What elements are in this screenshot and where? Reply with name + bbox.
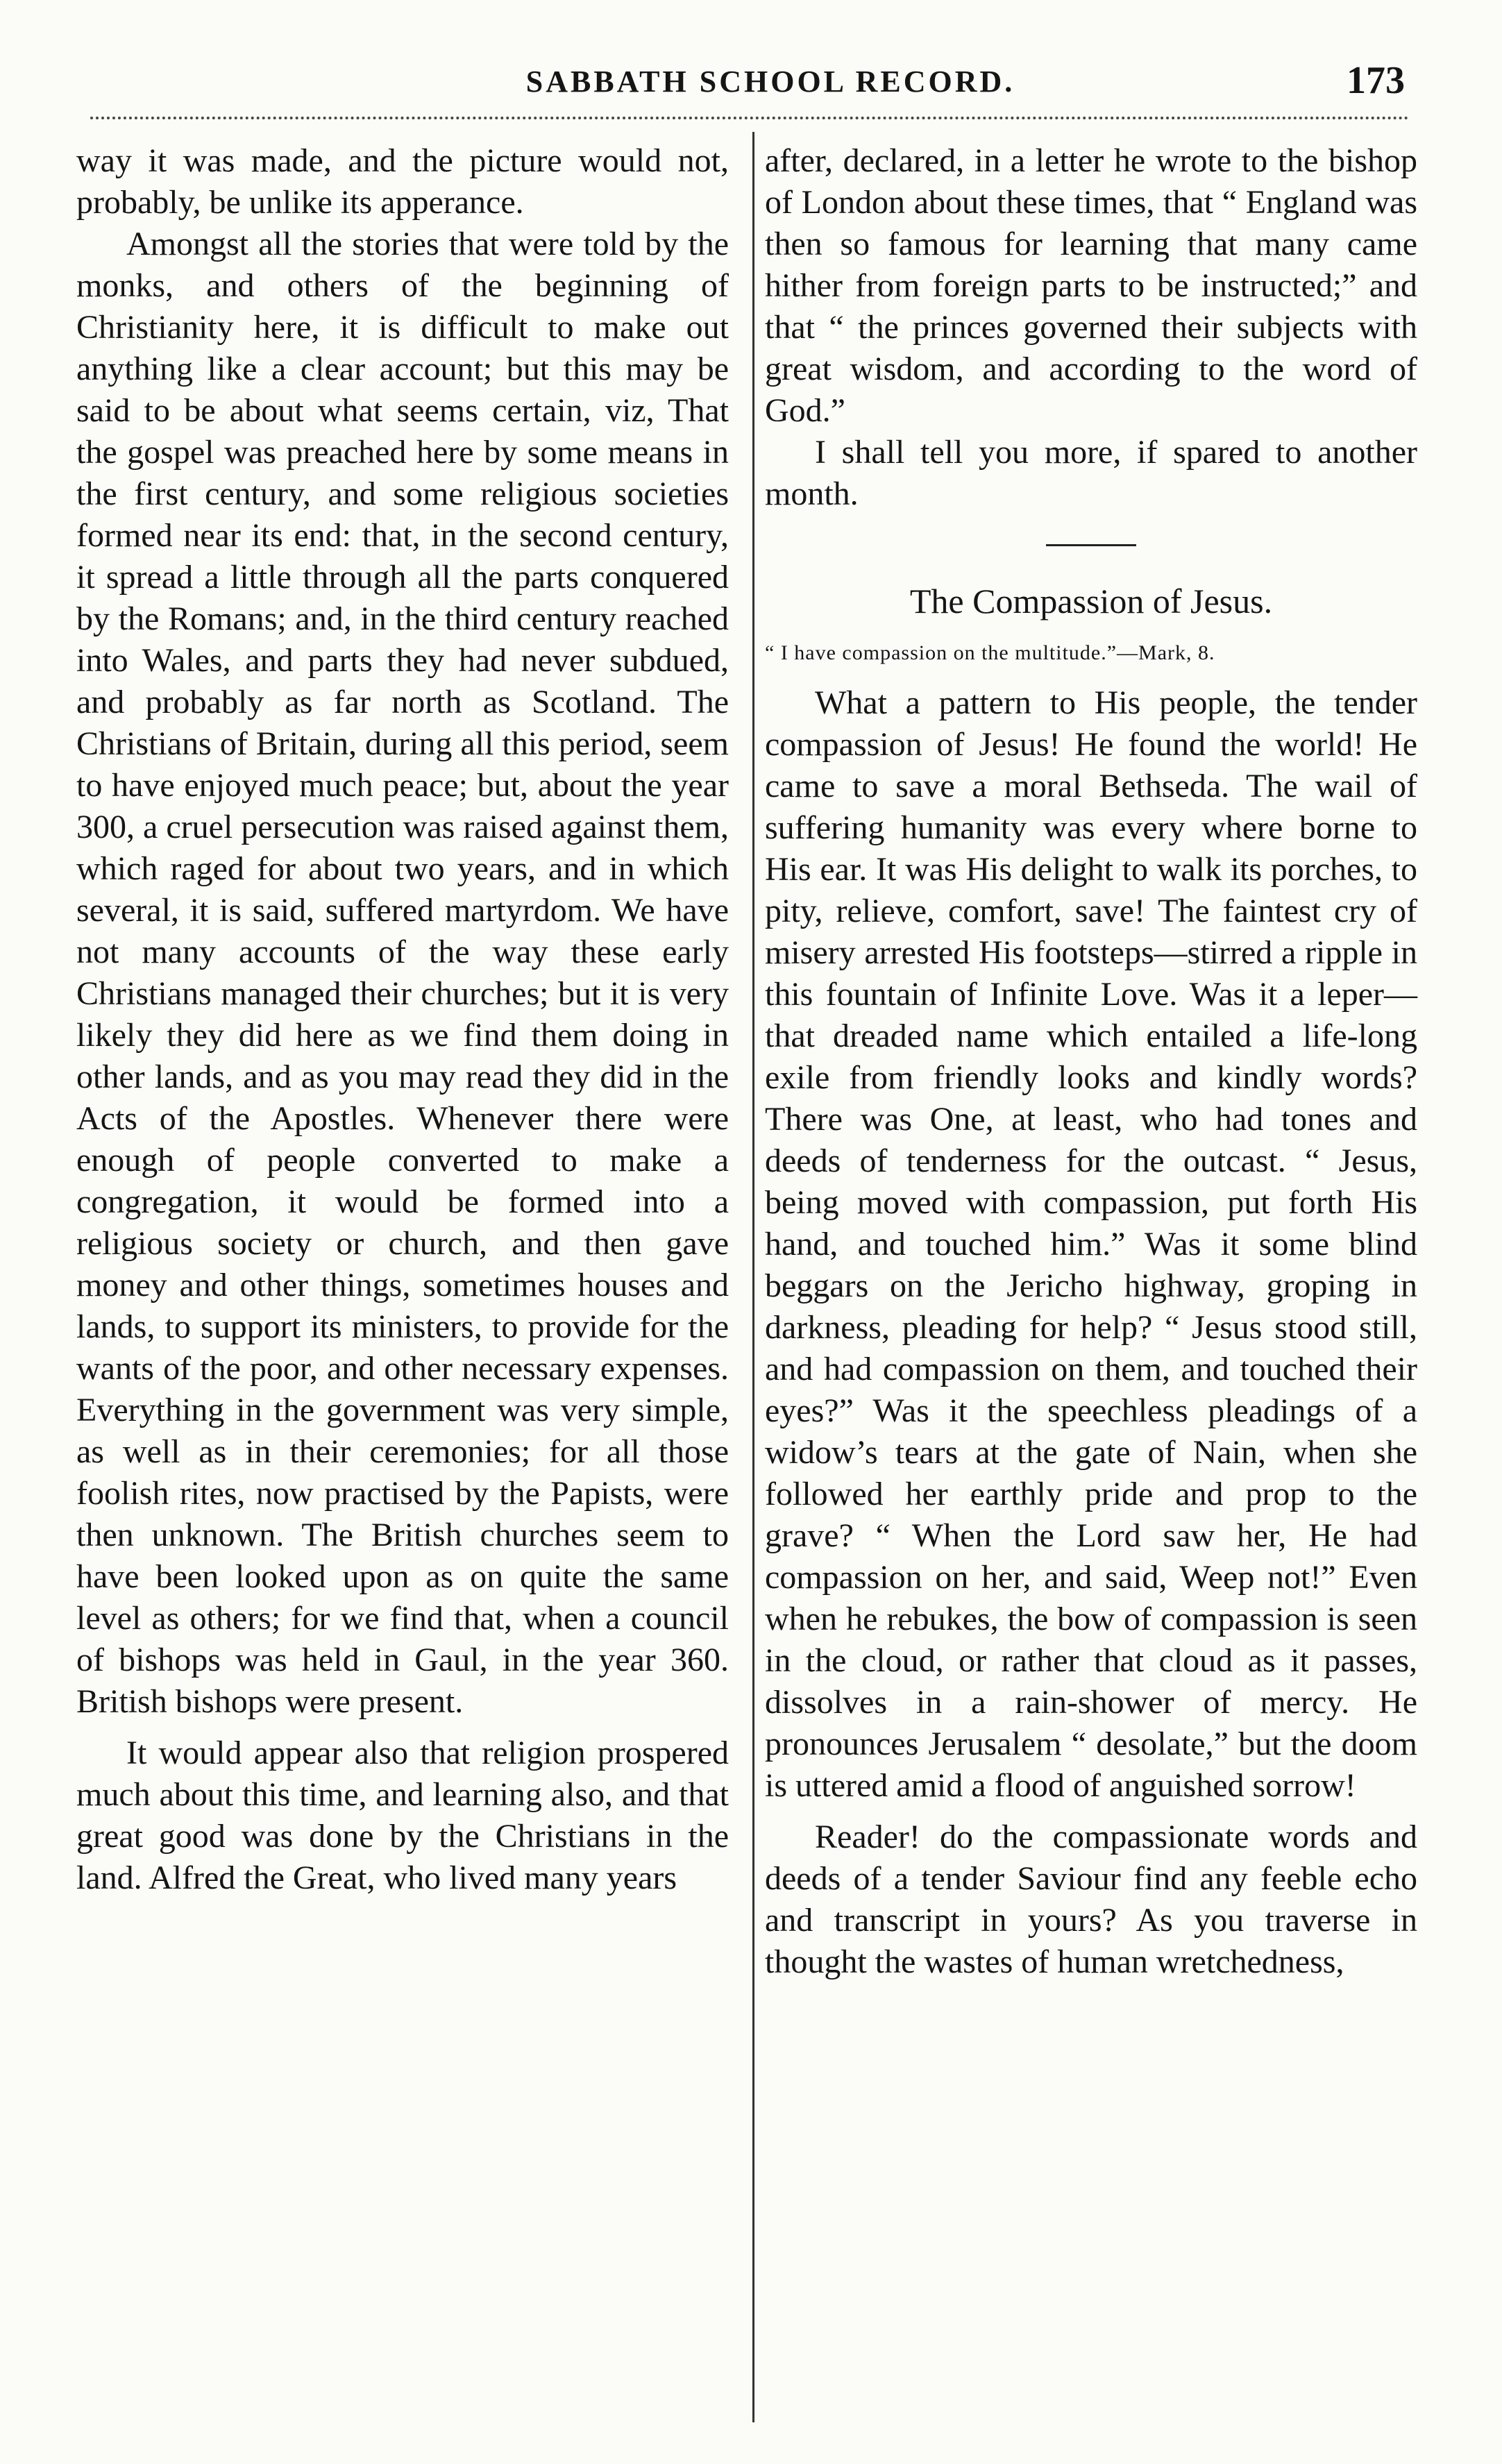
paragraph-reader: Reader! do the compassionate words and deeds of a tender Saviour find any feeble echo and transcript in yours? As you traverse in thought the wastes of human wretchedness, [765,1819,1417,1980]
running-title: SABBATH SCHOOL RECORD. [525,65,1015,99]
left-column [76,140,729,2431]
paragraph-christianity-in-britain: Amongst all the stories that were told by the monks, and others of the beginning of Christianity here, it is difficult to make out anything like a clear account; but this may be said to be about what seems certain, viz, That the gospel was preached here by some means in the first century, and some religious societies formed near its end: that, in the second century, it spread a little through all the parts conquered by the Romans; and, in the third century reached into Wales, and parts they had never subdued, and probably as far north as Scotland. The Christians of Britain, during all this period, seem to have enjoyed much peace; but, about the year 300, a cruel persecution was raised against them, which raged for about two years, and in which several, it is said, suffered martyrdom. We have not many accounts of the way these early Christians managed their churches; but it is very likely they did here as we find them doing in other lands, and as you may read they did in the Acts of the Apostles. Whenever there were enough of people converted to make a congregation, it would be formed into a religious society or church, and then gave money and other things, sometimes houses and lands, to support its ministers, to provide for the wants of the poor, and other necessary expenses. Everything in the government was very simple, as well as in their ceremonies; for all those foolish rites, now practised by the Papists, were then unknown. The British churches seem to have been looked upon as on quite the same level as others; for we find that, when a council of bishops was held in Gaul, in the year 360. British bishops were present. [76,226,729,1720]
page-header [0,58,1502,121]
paragraph-compassion: What a pattern to His people, the tender compassion of Jesus! He found the world! He came to save a moral Bethseda. The wail of suffering humanity was every where borne to His ear. It was His delight to walk its porches, to pity, relieve, comfort, save! The faintest cry of misery arrested His footsteps—stirred a ripple in this fountain of Infinite Love. Was it a leper—that dreaded name which entailed a life-long exile from friendly looks and kindly words? There was One, at least, who had tones and deeds of tenderness for the outcast. “ Jesus, being moved with compassion, put forth His hand, and touched him.” Was it some blind beggars on the Jericho highway, groping in darkness, pleading for help? “ Jesus stood still, and had compassion on them, and touched their eyes?” Was it the speechless pleadings of a widow’s tears at the gate of Nain, when she followed her earthly pride and prop to the grave? “ When the Lord saw her, He had compassion on her, and said, Weep not!” Even when he rebukes, the bow of compassion is seen in the cloud, or rather that cloud as it passes, dissolves in a rain-shower of mercy. He pronounces Jerusalem “ desolate,” but the doom is uttered amid a flood of anguished sorrow! [765,684,1417,1804]
page-number: 173 [1347,59,1405,102]
paragraph-closing-note: I shall tell you more, if spared to another month. [765,434,1417,512]
header-rule [90,117,1409,119]
paragraph-religion-prospered: It would appear also that religion prospered much about this time, and learning also, and that great good was done by the Christians in the land. Alfred the Great, who lived many years [76,1735,729,1896]
section-title: The Compassion of Jesus. [909,582,1273,621]
right-column [765,140,1417,2431]
paragraph-continued: way it was made, and the picture would not, probably, be unlike its apperance. [76,142,729,221]
paragraph-alfred-letter: after, declared, in a letter he wrote to the bishop of London about these times, that “ England was then so famous for learning that many came hither from foreign parts to be instructed;” and that “ the princes governed their subjects with great wisdom, and according to the word of God.” [765,142,1417,429]
section-divider [1046,544,1136,546]
scripture-epigraph: “ I have compassion on the multitude.”—Mark, 8. [765,641,1215,664]
column-divider [752,132,754,2422]
